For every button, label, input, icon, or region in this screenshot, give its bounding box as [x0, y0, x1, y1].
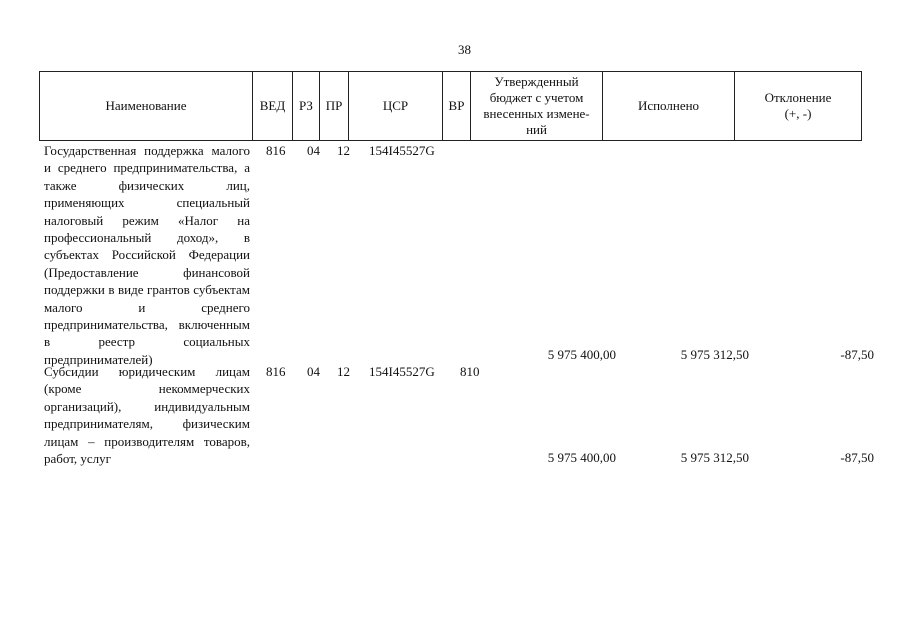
- header-pr: ПР: [320, 72, 349, 141]
- row-budget: 5 975 400,00: [547, 450, 616, 465]
- header-budget-line1: Утвержденный: [494, 74, 579, 89]
- header-ved: ВЕД: [253, 72, 293, 141]
- row-rz: 04: [307, 143, 320, 158]
- header-deviation: [735, 72, 862, 141]
- row-executed: 5 975 312,50: [680, 450, 749, 465]
- header-deviation-line2: (+, -): [784, 106, 812, 121]
- row-rz: 04: [307, 364, 320, 379]
- row-name: Государственная поддержка малого и среднего предпринимательства, а также физических лиц, применяющих специальный налоговый режим «Налог на профессиональный доход», в субъектах Российской Федерации (Предоставление финансовой поддержки в виде грантов субъектам малого и среднего предпринимательства, включенным в реестр социальных предпринимателей): [44, 143, 250, 367]
- row-deviation: -87,50: [840, 450, 874, 465]
- row-ved: 816: [266, 143, 286, 158]
- row-vr: 810: [460, 364, 480, 379]
- header-budget: [471, 72, 603, 141]
- header-budget-line3: внесенных измене-: [483, 106, 590, 121]
- row-executed: 5 975 312,50: [680, 347, 749, 362]
- row-csr: 154I45527G: [369, 364, 435, 379]
- header-executed: Исполнено: [603, 72, 735, 141]
- header-budget-line4: ний: [526, 122, 547, 137]
- row-budget: 5 975 400,00: [547, 347, 616, 362]
- header-csr: ЦСР: [349, 72, 443, 141]
- header-rz: РЗ: [293, 72, 320, 141]
- row-pr: 12: [337, 143, 350, 158]
- row-ved: 816: [266, 364, 286, 379]
- row-name: Субсидии юридическим лицам (кроме некоммерческих организаций), индивидуальным предпринимателям, физическим лицам – производителям товаров, работ, услуг: [44, 364, 250, 467]
- header-name: Наименование: [40, 72, 253, 141]
- header-deviation-line1: Отклонение: [764, 90, 832, 105]
- page-number: 38: [458, 42, 471, 57]
- row-pr: 12: [337, 364, 350, 379]
- table-header: [39, 71, 862, 141]
- header-budget-line2: бюджет с учетом: [489, 90, 584, 105]
- row-deviation: -87,50: [840, 347, 874, 362]
- header-vr: ВР: [443, 72, 471, 141]
- row-csr: 154I45527G: [369, 143, 435, 158]
